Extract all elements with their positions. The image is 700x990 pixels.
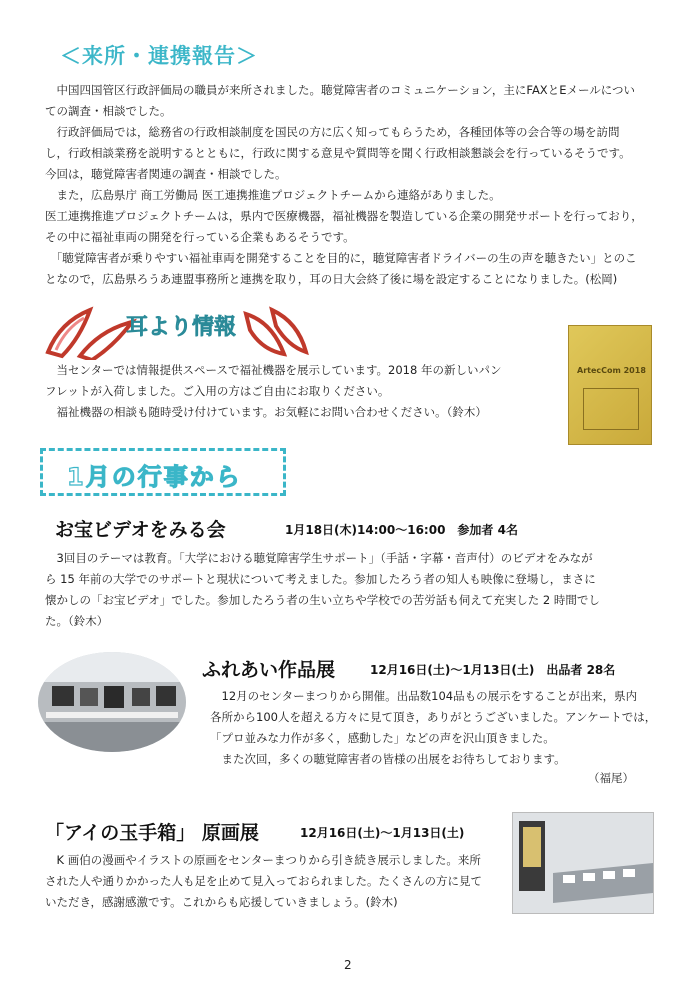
paragraph-line: 今回は，聴覚障害者関連の調査・相談でした。 <box>45 167 287 181</box>
event-title: お宝ビデオをみる会 <box>55 519 226 541</box>
event-title: 「アイの玉手箱」 原画展 <box>45 822 259 844</box>
ear-info-header <box>40 300 310 360</box>
paragraph-line: その中に福祉車両の開発を行っている企業もあるそうです。 <box>45 230 355 244</box>
pamphlet-illustration <box>583 388 639 430</box>
paragraph-line: また次回，多くの聴覚障害者の皆様の出展をお待ちしております。 <box>210 752 566 766</box>
paragraph-line: また，広島県庁 商工労働局 医工連携推進プロジェクトチームから連絡がありました。 <box>45 188 501 202</box>
paragraph-line: 中国四国管区行政評価局の職員が来所されました。聴覚障害者のコミュニケーション，主にFAXとEメールについ <box>45 83 635 97</box>
paragraph-line: された人や通りかかった人も足を止めて見入っておられました。たくさんの方に見て <box>45 874 482 888</box>
events-section-box <box>40 448 286 496</box>
paragraph-line: 当センターでは情報提供スペースで福祉機器を展示しています。2018 年の新しいパン <box>45 363 502 377</box>
original-art-photo <box>512 812 654 914</box>
paragraph-line: 3回目のテーマは教育。「大学における聴覚障害学生サポート」（手話・字幕・音声付）のビデオをみなが <box>45 551 593 565</box>
event-meta: 12月16日(土)～1月13日(土) 出品者 28名 <box>370 663 616 677</box>
event-title: ふれあい作品展 <box>202 659 336 681</box>
paragraph-line: 懐かしの「お宝ビデオ」でした。参加したろう者の生い立ちや学校での苦労話も伺えて充実した 2 時間でし <box>45 593 600 607</box>
section-title-visit-report: ＜来所・連携報告＞ <box>60 44 258 68</box>
event-body <box>45 548 600 632</box>
paragraph-line: 「聴覚障害者が乗りやすい福祉車両を開発することを目的に，聴覚障害者ドライバーの生の声を聴きたい」とのこ <box>45 251 637 265</box>
pamphlet-image <box>568 325 652 445</box>
ear-info-title: 耳より情報 <box>126 315 237 340</box>
event-meta: 12月16日(土)～1月13日(土) <box>300 826 465 840</box>
paragraph-line: フレットが入荷しました。ご入用の方はご自由にお取りください。 <box>45 384 390 398</box>
paragraph-line: 「プロ並みな力作が多く，感動した」などの声を沢山頂きました。 <box>210 731 555 745</box>
paragraph-line: た。（鈴木） <box>45 614 109 628</box>
paragraph-line: 医工連携推進プロジェクトチームは，県内で医療機器，福祉機器を製造している企業の開発サポートを行っており， <box>45 209 643 223</box>
paragraph-line: K 画伯の漫画やイラストの原画をセンターまつりから引き続き展示しました。来所 <box>45 853 481 867</box>
exhibition-photo <box>38 652 186 752</box>
paragraph-line: いただき，感謝感激です。これからも応援していきましょう。(鈴木) <box>45 895 398 909</box>
paragraph-line: ての調査・相談でした。 <box>45 104 172 118</box>
event-meta: 1月18日(木)14:00～16:00 参加者 4名 <box>285 523 518 537</box>
exhibition-illustration <box>38 652 186 752</box>
event-body <box>210 686 656 770</box>
pamphlet-title: ArtecCom 2018 <box>577 366 646 375</box>
section-body-ear-info <box>45 360 501 423</box>
original-art-illustration <box>513 813 653 913</box>
page-number: 2 <box>344 958 352 972</box>
signature: （福尾） <box>588 771 634 785</box>
section-body-visit-report <box>45 80 643 290</box>
paragraph-line: 各所から100人を超える方々に見て頂き，ありがとうございました。アンケートでは， <box>210 710 657 724</box>
event-body <box>45 850 482 913</box>
paragraph-line: 12月のセンターまつりから開催。出品数104品もの展示をすることが出来，県内 <box>210 689 638 703</box>
paragraph-line: 行政評価局では，総務省の行政相談制度を国民の方に広く知ってもらうため，各種団体等の会合等の場を訪問 <box>45 125 620 139</box>
paragraph-line: ら 15 年前の大学でのサポートと現状について考えました。参加したろう者の知人も映像に登場し，まさに <box>45 572 596 586</box>
paragraph-line: となので，広島県ろうあ連盟事務所と連携を取り，耳の日大会終了後に場を設定することになりました。(松岡) <box>45 272 618 286</box>
paragraph-line: 福祉機器の相談も随時受け付けています。お気軽にお問い合わせください。（鈴木） <box>45 405 487 419</box>
paragraph-line: し，行政相談業務を説明するとともに，行政に関する意見や質問等を聞く行政相談懇談会を行っているそうです。 <box>45 146 631 160</box>
events-section-title: 1月の行事から <box>67 463 242 491</box>
